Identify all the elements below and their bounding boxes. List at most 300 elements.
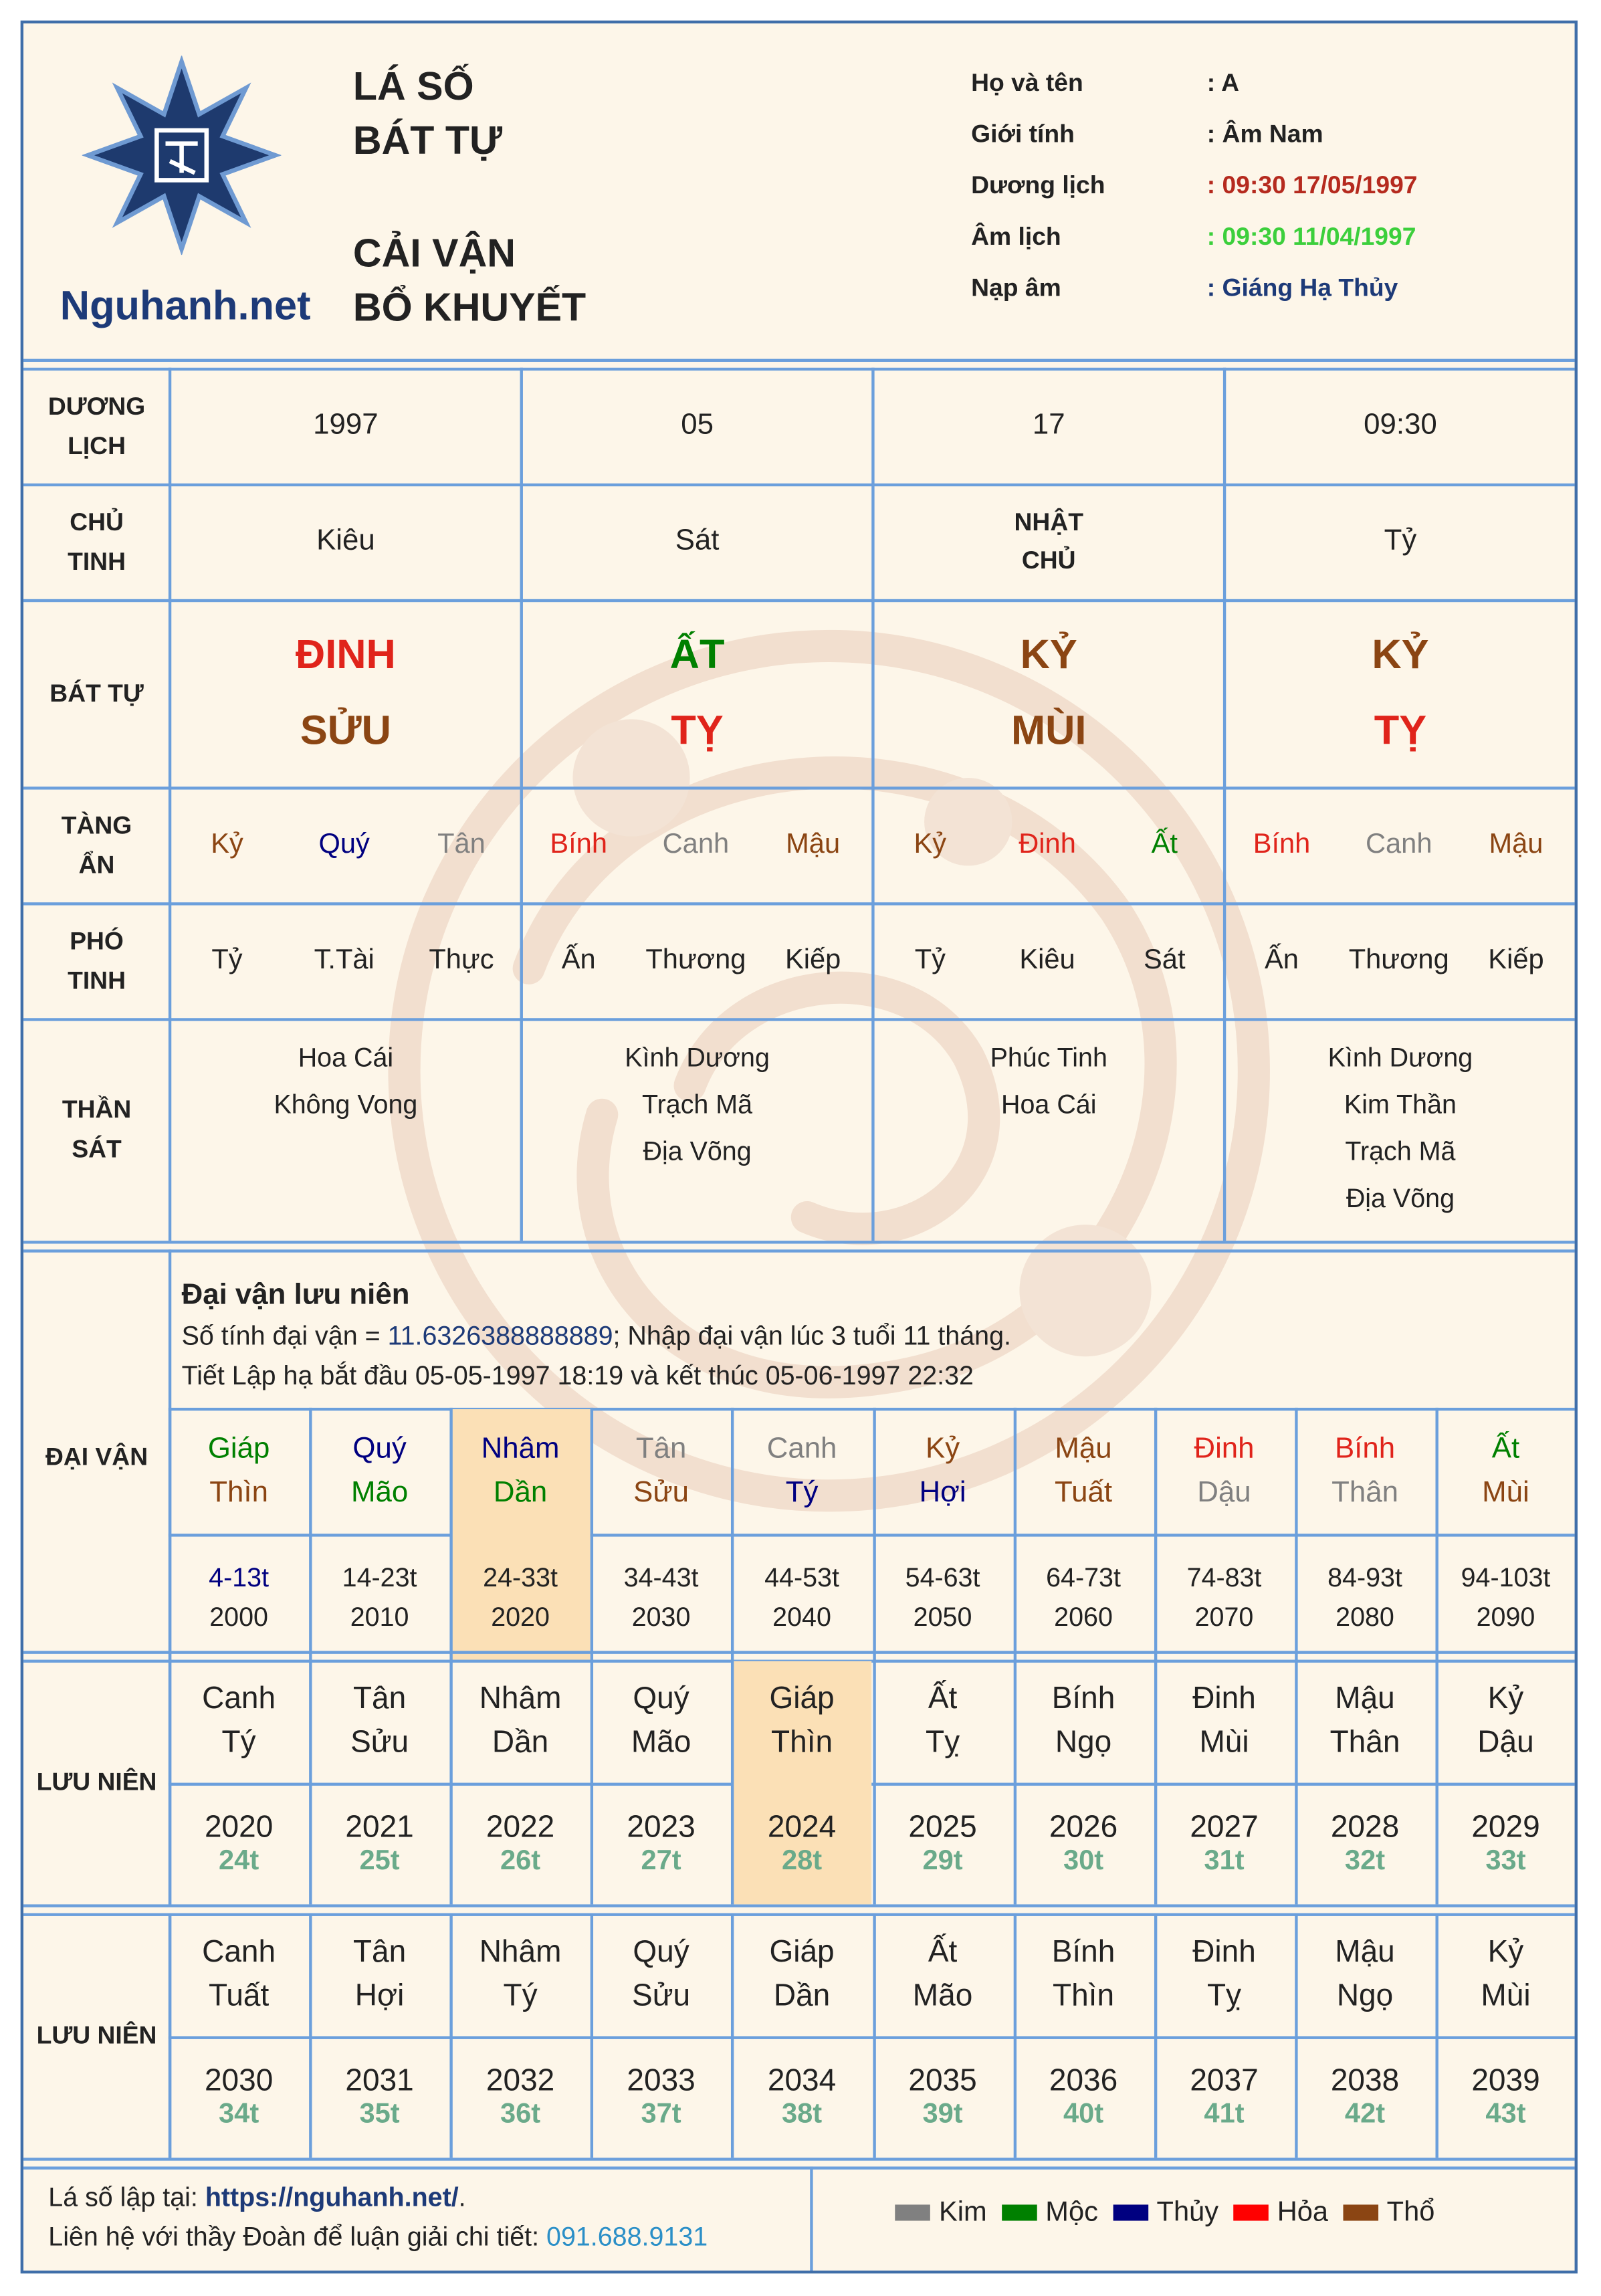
luu-nien-age: 26t bbox=[500, 1845, 541, 1876]
luu-nien-year: 2032 bbox=[486, 2063, 555, 2097]
grid-line bbox=[23, 1241, 1578, 1243]
row-label-chu-tinh bbox=[23, 484, 170, 599]
tang-an-item: Tân bbox=[437, 828, 486, 859]
grid-line bbox=[1013, 1913, 1016, 2158]
grid-line bbox=[23, 2166, 1578, 2169]
info-value: : Giáng Hạ Thủy bbox=[1206, 274, 1398, 302]
luu-nien-year: 2031 bbox=[345, 2063, 414, 2097]
luu-nien-branch: Hợi bbox=[354, 1979, 405, 2013]
luu-nien-pillar bbox=[450, 1913, 591, 2037]
luu-nien-pillar bbox=[1435, 1660, 1576, 1783]
info-value: : Âm Nam bbox=[1206, 120, 1323, 148]
luu-nien-stem: Canh bbox=[202, 1681, 276, 1715]
tang-an-item: Đinh bbox=[1019, 828, 1076, 859]
luu-nien-year: 2033 bbox=[627, 2063, 696, 2097]
legend-item bbox=[1233, 2197, 1328, 2228]
dai-van-stem: Mậu bbox=[1055, 1433, 1112, 1465]
grid-line bbox=[1154, 1913, 1156, 2158]
grid-line bbox=[872, 1408, 875, 1663]
grid-line bbox=[732, 1408, 734, 1663]
luu-nien-year-cell bbox=[1154, 2037, 1294, 2158]
dai-van-ages: 24-33t bbox=[483, 1563, 558, 1592]
luu-nien-stem: Tân bbox=[352, 1681, 407, 1715]
dai-van-period bbox=[591, 1534, 731, 1663]
website-link[interactable]: https://nguhanh.net/ bbox=[205, 2182, 459, 2212]
dai-van-ages: 84-93t bbox=[1327, 1563, 1402, 1592]
info-label: Giới tính bbox=[971, 120, 1075, 148]
dai-van-ages: 94-103t bbox=[1461, 1563, 1551, 1592]
legend-swatch bbox=[1113, 2205, 1148, 2221]
dai-van-info-line-2: Tiết Lập hạ bắt đầu 05-05-1997 18:19 và kết thúc 05-06-1997 22:32 bbox=[181, 1360, 974, 1390]
row-label-luu-nien: LƯU NIÊN bbox=[36, 1768, 157, 1796]
luu-nien-stem: Nhâm bbox=[479, 1681, 562, 1715]
earthly-branch: TỴ bbox=[1374, 707, 1427, 753]
than-sat-item: Địa Võng bbox=[1346, 1183, 1455, 1213]
dai-van-pillar bbox=[450, 1408, 591, 1534]
luu-nien-year-cell bbox=[1154, 1783, 1294, 1905]
info-value: : 09:30 11/04/1997 bbox=[1206, 222, 1416, 251]
cell-text: 17 bbox=[1032, 409, 1065, 441]
legend-swatch bbox=[1002, 2205, 1037, 2221]
luu-nien-year: 2036 bbox=[1049, 2063, 1118, 2097]
dai-van-period bbox=[1154, 1534, 1294, 1663]
luu-nien-age: 36t bbox=[500, 2098, 541, 2129]
than-sat-cell bbox=[171, 1034, 520, 1128]
grid-line bbox=[1435, 1913, 1438, 2158]
dai-van-period bbox=[1435, 1534, 1576, 1663]
luu-nien-age: 42t bbox=[1344, 2098, 1386, 2129]
luu-nien-age: 35t bbox=[359, 2098, 400, 2129]
heavenly-stem: KỶ bbox=[1372, 631, 1429, 677]
luu-nien-pillar bbox=[591, 1913, 731, 2037]
luu-nien-age: 37t bbox=[641, 2098, 681, 2129]
pho-tinh-item: Tỷ bbox=[914, 944, 946, 975]
cell-text: Kiêu bbox=[316, 524, 375, 557]
dai-van-branch: Tý bbox=[785, 1476, 819, 1509]
luu-nien-pillar bbox=[872, 1913, 1012, 2037]
tang-an-item: Ất bbox=[1151, 828, 1178, 859]
luu-nien-branch: Thân bbox=[1329, 1726, 1400, 1760]
info-value: : 09:30 17/05/1997 bbox=[1206, 171, 1418, 199]
luu-nien-age: 43t bbox=[1485, 2098, 1526, 2129]
luu-nien-stem: Mậu bbox=[1335, 1681, 1395, 1715]
grid-line bbox=[450, 1913, 453, 2158]
dai-van-period bbox=[169, 1534, 309, 1663]
luu-nien-year: 2037 bbox=[1190, 2063, 1259, 2097]
luu-nien-stem: Đinh bbox=[1192, 1681, 1256, 1715]
pillar-cell bbox=[171, 599, 520, 787]
info-label: Dương lịch bbox=[971, 171, 1105, 199]
dai-van-period bbox=[872, 1534, 1012, 1663]
luu-nien-year-cell bbox=[169, 1783, 309, 1905]
legend-swatch bbox=[1233, 2205, 1269, 2221]
legend-swatch bbox=[895, 2205, 930, 2221]
earthly-branch: SỬU bbox=[300, 707, 391, 753]
luu-nien-year-cell bbox=[1295, 1783, 1435, 1905]
heavenly-stem: ĐINH bbox=[295, 631, 396, 677]
grid-line bbox=[1435, 1408, 1438, 1663]
grid-line bbox=[1575, 1660, 1578, 1905]
row-label-dai-van: ĐẠI VẬN bbox=[45, 1443, 148, 1471]
luu-nien-year: 2025 bbox=[908, 1810, 977, 1844]
luu-nien-pillar bbox=[1435, 1913, 1576, 2037]
luu-nien-branch: Dần bbox=[773, 1979, 831, 2013]
luu-nien-pillar bbox=[1013, 1913, 1154, 2037]
legend-label: Thổ bbox=[1386, 2197, 1435, 2228]
legend-item bbox=[1002, 2197, 1098, 2228]
duong-lich-cell bbox=[523, 368, 871, 484]
dai-van-year: 2060 bbox=[1054, 1602, 1113, 1632]
grid-line bbox=[23, 2158, 1578, 2160]
pillar-cell bbox=[875, 599, 1223, 787]
info-label: Âm lịch bbox=[971, 222, 1061, 251]
dai-van-stem: Canh bbox=[766, 1433, 837, 1465]
luu-nien-age: 30t bbox=[1063, 1845, 1104, 1876]
footer-text bbox=[48, 2178, 708, 2257]
than-sat-item: Địa Võng bbox=[643, 1136, 752, 1166]
luu-nien-pillar bbox=[1295, 1660, 1435, 1783]
luu-nien-branch: Tỵ bbox=[925, 1726, 960, 1760]
luu-nien-year-cell bbox=[309, 2037, 449, 2158]
dai-van-year: 2090 bbox=[1476, 1602, 1535, 1632]
than-sat-item: Hoa Cái bbox=[1001, 1089, 1097, 1120]
dai-van-ages: 4-13t bbox=[209, 1563, 270, 1592]
luu-nien-stem: Bính bbox=[1051, 1681, 1115, 1715]
legend-label: Kim bbox=[938, 2197, 987, 2228]
grid-line bbox=[1575, 1913, 1578, 2158]
chu-tinh-cell bbox=[875, 484, 1223, 599]
grid-line bbox=[591, 1913, 593, 2158]
luu-nien-year-cell bbox=[1435, 2037, 1576, 2158]
luu-nien-year-cell bbox=[591, 1783, 731, 1905]
grid-line bbox=[450, 1660, 453, 1905]
dai-van-pillar bbox=[1435, 1408, 1576, 1534]
grid-line bbox=[23, 359, 1578, 362]
luu-nien-stem: Quý bbox=[633, 1935, 689, 1969]
luu-nien-year-cell bbox=[591, 2037, 731, 2158]
grid-line bbox=[169, 1249, 171, 1663]
luu-nien-branch: Tuất bbox=[208, 1979, 270, 2013]
luu-nien-year: 2030 bbox=[204, 2063, 274, 2097]
dai-van-period bbox=[732, 1534, 872, 1663]
luu-nien-year-cell bbox=[450, 2037, 591, 2158]
luu-nien-year-cell bbox=[872, 2037, 1012, 2158]
info-label: Họ và tên bbox=[971, 68, 1083, 97]
dai-van-year: 2000 bbox=[209, 1602, 268, 1632]
dai-van-pillar bbox=[169, 1408, 309, 1534]
luu-nien-stem: Kỷ bbox=[1487, 1935, 1524, 1969]
dai-van-number: 11.6326388888889 bbox=[387, 1321, 613, 1351]
legend-item bbox=[1113, 2197, 1218, 2228]
grid-line bbox=[1154, 1408, 1156, 1663]
tang-an-item: Canh bbox=[662, 828, 730, 859]
luu-nien-year: 2023 bbox=[627, 1810, 696, 1844]
row-label-text: THẦN SÁT bbox=[62, 1095, 132, 1164]
dai-van-stem: Nhâm bbox=[481, 1433, 560, 1465]
dai-van-stem: Kỷ bbox=[925, 1433, 960, 1465]
luu-nien-year: 2038 bbox=[1330, 2063, 1400, 2097]
grid-line bbox=[810, 2166, 813, 2273]
earthly-branch: MÙI bbox=[1011, 707, 1087, 753]
luu-nien-year: 2029 bbox=[1471, 1810, 1540, 1844]
dai-van-branch: Sửu bbox=[633, 1476, 689, 1509]
dai-van-year: 2080 bbox=[1336, 1602, 1394, 1632]
luu-nien-stem: Quý bbox=[633, 1681, 689, 1715]
grid-line bbox=[1013, 1408, 1016, 1663]
grid-line bbox=[1295, 1660, 1297, 1905]
pho-tinh-item: Ấn bbox=[1265, 944, 1299, 975]
legend-swatch bbox=[1343, 2205, 1378, 2221]
dai-van-branch: Thìn bbox=[209, 1476, 268, 1509]
chu-tinh-cell bbox=[171, 484, 520, 599]
luu-nien-year-cell bbox=[1013, 2037, 1154, 2158]
luu-nien-branch: Mão bbox=[912, 1979, 973, 2013]
dai-van-year: 2030 bbox=[631, 1602, 691, 1632]
grid-line bbox=[169, 1913, 171, 2158]
footer-prefix: Lá số lập tại: bbox=[48, 2182, 205, 2212]
row-label-pho-tinh bbox=[23, 902, 170, 1018]
row-label-than-sat bbox=[23, 1018, 170, 1241]
luu-nien-branch: Ngọ bbox=[1055, 1726, 1112, 1760]
pho-tinh-item: Tỷ bbox=[211, 944, 243, 975]
luu-nien-year-cell bbox=[872, 1783, 1012, 1905]
tang-an-item: Bính bbox=[550, 828, 607, 859]
dai-van-period bbox=[450, 1534, 591, 1663]
luu-nien-branch: Mùi bbox=[1481, 1979, 1531, 2013]
luu-nien-pillar bbox=[872, 1660, 1012, 1783]
dai-van-ages: 14-23t bbox=[342, 1563, 417, 1592]
luu-nien-age: 31t bbox=[1204, 1845, 1245, 1876]
dai-van-branch: Dậu bbox=[1197, 1476, 1251, 1509]
dai-van-ages: 44-53t bbox=[764, 1563, 839, 1592]
grid-line bbox=[732, 1913, 734, 2158]
tang-an-item: Bính bbox=[1253, 828, 1311, 859]
luu-nien-year-cell bbox=[1013, 1783, 1154, 1905]
duong-lich-cell bbox=[1226, 368, 1574, 484]
chart-frame bbox=[21, 21, 1578, 2274]
pho-tinh-item: Kiếp bbox=[784, 944, 841, 975]
pho-tinh-item: Thương bbox=[645, 944, 746, 975]
cell-text: Sát bbox=[675, 524, 720, 557]
tang-an-item: Quý bbox=[318, 828, 370, 859]
luu-nien-branch: Thìn bbox=[771, 1726, 833, 1760]
heavenly-stem: KỶ bbox=[1020, 631, 1077, 677]
luu-nien-age: 28t bbox=[781, 1845, 823, 1876]
luu-nien-branch: Mão bbox=[631, 1726, 691, 1760]
dai-van-branch: Thân bbox=[1331, 1476, 1398, 1509]
grid-line bbox=[23, 1904, 1578, 1907]
luu-nien-age: 41t bbox=[1204, 2098, 1245, 2129]
luu-nien-pillar bbox=[732, 1660, 872, 1783]
luu-nien-stem: Kỷ bbox=[1487, 1681, 1524, 1715]
grid-line bbox=[1013, 1660, 1016, 1905]
than-sat-cell bbox=[1226, 1034, 1574, 1221]
phone-number[interactable]: 091.688.9131 bbox=[546, 2222, 708, 2252]
luu-nien-age: 29t bbox=[922, 1845, 963, 1876]
grid-line bbox=[23, 1249, 1578, 1252]
luu-nien-age: 27t bbox=[641, 1845, 681, 1876]
luu-nien-age: 39t bbox=[922, 2098, 963, 2129]
luu-nien-stem: Ất bbox=[928, 1681, 958, 1715]
grid-line bbox=[1295, 1913, 1297, 2158]
luu-nien-pillar bbox=[309, 1913, 449, 2037]
luu-nien-year-cell bbox=[732, 1783, 872, 1905]
logo-star-icon bbox=[82, 56, 282, 255]
than-sat-item: Hoa Cái bbox=[298, 1043, 394, 1073]
grid-line bbox=[23, 1651, 1578, 1653]
grid-line bbox=[1575, 368, 1578, 1241]
luu-nien-stem: Canh bbox=[202, 1935, 276, 1969]
dai-van-branch: Mùi bbox=[1482, 1476, 1529, 1509]
luu-nien-pillar bbox=[450, 1660, 591, 1783]
luu-nien-branch: Thìn bbox=[1053, 1979, 1115, 2013]
luu-nien-year: 2021 bbox=[345, 1810, 414, 1844]
pho-tinh-item: Thực bbox=[429, 944, 494, 975]
tang-an-item: Kỷ bbox=[211, 828, 243, 859]
contact-prefix: Liên hệ với thầy Đoàn để luận giải chi tiết: bbox=[48, 2222, 547, 2252]
luu-nien-year: 2039 bbox=[1471, 2063, 1540, 2097]
luu-nien-pillar bbox=[1295, 1913, 1435, 2037]
luu-nien-year: 2024 bbox=[767, 1810, 837, 1844]
tang-an-item: Canh bbox=[1365, 828, 1432, 859]
grid-line bbox=[872, 1913, 875, 2158]
dai-van-year: 2020 bbox=[491, 1602, 550, 1632]
luu-nien-branch: Sửu bbox=[350, 1726, 409, 1760]
title-line-2: BÁT TỰ bbox=[352, 118, 503, 163]
info-prefix: Số tính đại vận = bbox=[181, 1321, 388, 1351]
luu-nien-stem: Bính bbox=[1051, 1935, 1115, 1969]
pho-tinh-item: Sát bbox=[1144, 944, 1186, 975]
row-label-luu-nien: LƯU NIÊN bbox=[36, 2021, 157, 2050]
dai-van-ages: 74-83t bbox=[1186, 1563, 1262, 1592]
dai-van-branch: Mão bbox=[350, 1476, 409, 1509]
pho-tinh-item: T.Tài bbox=[314, 944, 375, 975]
luu-nien-pillar bbox=[732, 1913, 872, 2037]
luu-nien-year: 2022 bbox=[486, 1810, 555, 1844]
cell-text: Tỷ bbox=[1384, 524, 1417, 557]
dai-van-year: 2050 bbox=[913, 1602, 972, 1632]
dai-van-ages: 64-73t bbox=[1046, 1563, 1121, 1592]
dai-van-pillar bbox=[1295, 1408, 1435, 1534]
tang-an-item: Mậu bbox=[786, 828, 841, 859]
chu-tinh-cell bbox=[1226, 484, 1574, 599]
dai-van-heading: Đại vận lưu niên bbox=[181, 1279, 410, 1312]
pho-tinh-item: Thương bbox=[1348, 944, 1449, 975]
row-label-text: TÀNG ẨN bbox=[61, 811, 132, 879]
grid-line bbox=[309, 1913, 312, 2158]
luu-nien-stem: Tân bbox=[352, 1935, 407, 1969]
luu-nien-pillar bbox=[1154, 1660, 1294, 1783]
luu-nien-branch: Ngọ bbox=[1336, 1979, 1394, 2013]
dai-van-pillar bbox=[1154, 1408, 1294, 1534]
dai-van-stem: Tân bbox=[635, 1433, 687, 1465]
dai-van-branch: Hợi bbox=[919, 1476, 966, 1509]
luu-nien-branch: Tỵ bbox=[1206, 1979, 1242, 2013]
row-label-text: CHỦ TINH bbox=[68, 507, 126, 575]
dai-van-stem: Quý bbox=[352, 1433, 407, 1465]
grid-line bbox=[591, 1408, 593, 1663]
legend-item bbox=[1343, 2197, 1434, 2228]
dai-van-pillar bbox=[1013, 1408, 1154, 1534]
pho-tinh-item: Kiếp bbox=[1488, 944, 1544, 975]
luu-nien-branch: Mùi bbox=[1199, 1726, 1249, 1760]
grid-line bbox=[309, 1408, 312, 1663]
luu-nien-year: 2020 bbox=[204, 1810, 274, 1844]
title-line-3: CẢI VẬN bbox=[352, 231, 516, 276]
earthly-branch: TỴ bbox=[671, 707, 724, 753]
pho-tinh-item: Ấn bbox=[561, 944, 596, 975]
than-sat-item: Trạch Mã bbox=[642, 1089, 753, 1120]
luu-nien-age: 38t bbox=[781, 2098, 823, 2129]
cell-text: 05 bbox=[681, 409, 714, 441]
luu-nien-year: 2034 bbox=[767, 2063, 837, 2097]
row-label-duong-lich bbox=[23, 368, 170, 484]
row-label-text: DƯƠNG LỊCH bbox=[47, 391, 146, 459]
dai-van-period bbox=[1013, 1534, 1154, 1663]
luu-nien-pillar bbox=[169, 1660, 309, 1783]
luu-nien-year-cell bbox=[732, 2037, 872, 2158]
luu-nien-branch: Dậu bbox=[1477, 1726, 1534, 1760]
luu-nien-year-cell bbox=[169, 2037, 309, 2158]
row-label-bat-tu bbox=[23, 599, 170, 787]
luu-nien-year-cell bbox=[1435, 1783, 1576, 1905]
luu-nien-pillar bbox=[1013, 1660, 1154, 1783]
pillar-cell bbox=[1226, 599, 1574, 787]
luu-nien-age: 34t bbox=[219, 2098, 259, 2129]
dai-van-header bbox=[182, 1273, 1011, 1396]
dai-van-year: 2070 bbox=[1194, 1602, 1254, 1632]
duong-lich-cell bbox=[875, 368, 1223, 484]
info-label: Nạp âm bbox=[971, 274, 1061, 302]
heavenly-stem: ẤT bbox=[669, 631, 725, 677]
dai-van-period bbox=[309, 1534, 449, 1663]
duong-lich-cell bbox=[171, 368, 520, 484]
grid-line bbox=[309, 1660, 312, 1905]
luu-nien-stem: Ất bbox=[928, 1935, 958, 1969]
luu-nien-age: 25t bbox=[359, 1845, 400, 1876]
dai-van-branch: Tuất bbox=[1055, 1476, 1113, 1509]
than-sat-item: Trạch Mã bbox=[1345, 1136, 1456, 1166]
luu-nien-pillar bbox=[591, 1660, 731, 1783]
luu-nien-pillar bbox=[1154, 1913, 1294, 2037]
luu-nien-pillar bbox=[309, 1660, 449, 1783]
grid-line bbox=[591, 1660, 593, 1905]
grid-line bbox=[872, 1660, 875, 1905]
dai-van-pillar bbox=[591, 1408, 731, 1534]
luu-nien-year-cell bbox=[450, 1783, 591, 1905]
footer-period: . bbox=[458, 2182, 466, 2212]
grid-line bbox=[1154, 1660, 1156, 1905]
than-sat-item: Kim Thần bbox=[1344, 1089, 1457, 1120]
than-sat-item: Kình Dương bbox=[1327, 1043, 1473, 1073]
than-sat-item: Phúc Tinh bbox=[990, 1043, 1107, 1073]
luu-nien-branch: Tý bbox=[503, 1979, 538, 2013]
grid-line bbox=[450, 1408, 453, 1663]
luu-nien-year-cell bbox=[309, 1783, 449, 1905]
grid-line bbox=[23, 1018, 1578, 1021]
luu-nien-year: 2035 bbox=[908, 2063, 977, 2097]
cell-text: 09:30 bbox=[1364, 409, 1437, 441]
legend-label: Thủy bbox=[1156, 2197, 1219, 2228]
luu-nien-stem: Giáp bbox=[769, 1935, 835, 1969]
grid-line bbox=[1575, 1408, 1578, 1663]
legend-label: Mộc bbox=[1045, 2197, 1098, 2228]
element-legend bbox=[895, 2197, 1449, 2229]
dai-van-ages: 54-63t bbox=[905, 1563, 980, 1592]
dai-van-info-line-1 bbox=[182, 1317, 1011, 1356]
cell-text: NHẬT CHỦ bbox=[1014, 507, 1083, 574]
grid-line bbox=[1435, 1660, 1438, 1905]
